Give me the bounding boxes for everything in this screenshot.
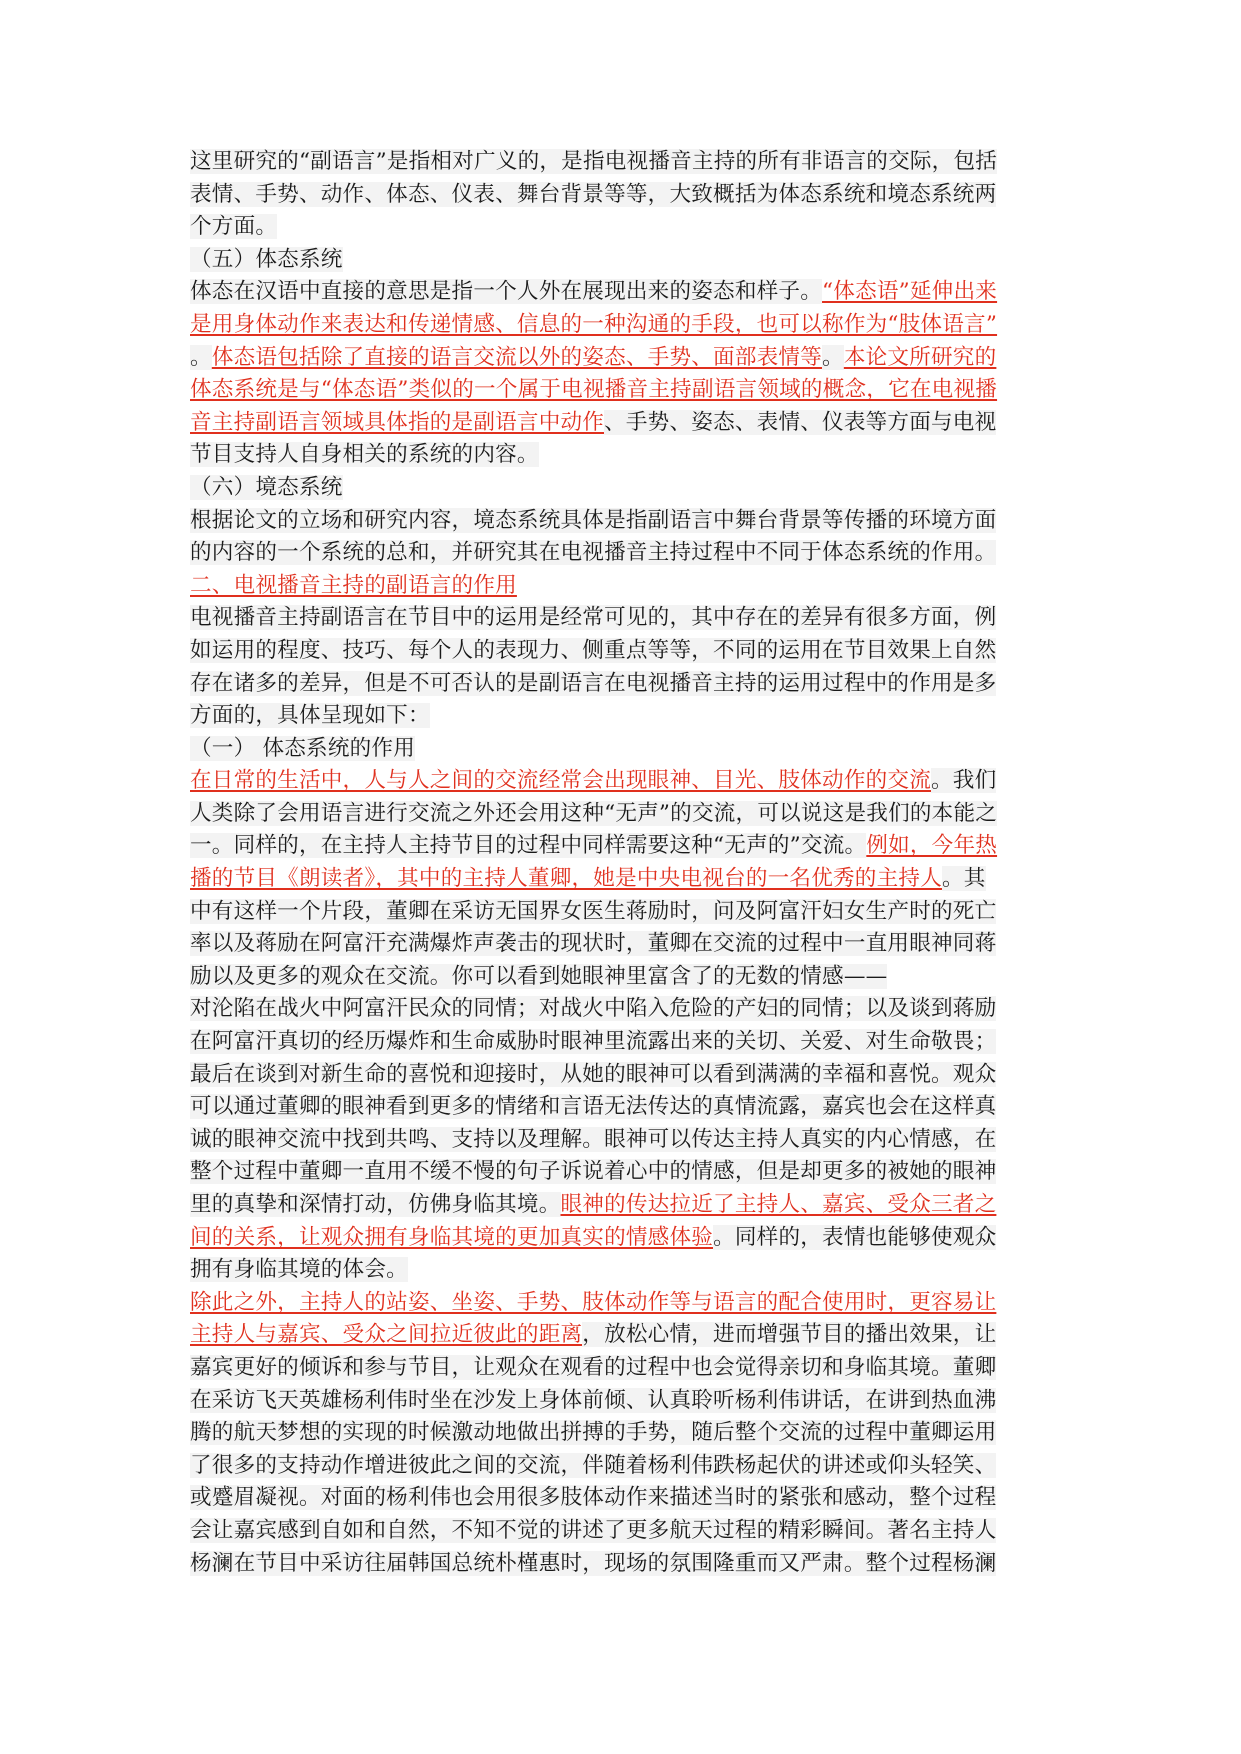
highlighted-text: 眼神的传达拉近了主持人、嘉宾、受众三者之 [560,1192,997,1217]
body-text: 。其 [941,866,986,892]
text-line [190,1287,1052,1320]
text-line [190,928,1052,961]
body-text: 可以通过董卿的眼神看到更多的情绪和言语无法传达的真情流露，嘉宾也会在这样真 [190,1094,997,1120]
body-text: 个方面。 [190,214,278,240]
text-line [190,1450,1052,1483]
body-text: 里的真挚和深情打动，仿佛身临其境。 [190,1192,561,1217]
body-text: 中有这样一个片段，董卿在采访无国界女医生蒋励时，问及阿富汗妇女生产时的死亡 [190,898,997,924]
text-line [190,374,1052,407]
document-body [190,146,1052,1580]
highlighted-text: 主持人与嘉宾、受众之间拉近彼此的距离 [190,1322,583,1348]
text-line [190,570,1052,603]
text-line [190,1189,1052,1222]
text-line [190,146,1052,179]
body-text: 对沦陷在战火中阿富汗民众的同情；对战火中陷入危险的产妇的同情；以及谈到蒋励 [190,996,997,1022]
highlighted-text: 是用身体动作来表达和传递情感、信息的一种沟通的手段，也可以称作为“肢体语言” [190,311,998,337]
body-text: 。 [822,344,844,370]
body-text: 腾的航天梦想的实现的时候激动地做出拼搏的手势，随后整个交流的过程中董卿运用 [190,1420,997,1446]
body-text: 存在诸多的差异，但是不可否认的是副语言在电视播音主持的运用过程中的作用是多 [190,670,997,696]
body-text: 。同样的，表情也能够使观众 [713,1224,997,1250]
text-line [190,1059,1052,1092]
body-text: 根据论文的立场和研究内容，境态系统具体是指副语言中舞台背景等传播的环境方面 [190,507,997,533]
text-line [190,309,1052,342]
text-line [190,830,1052,863]
body-text: ，放松心情，进而增强节目的播出效果，让 [582,1322,997,1348]
text-line [190,635,1052,668]
text-line [190,1156,1052,1189]
body-text: 这里研究的“副语言”是指相对广义的，是指电视播音主持的所有非语言的交际，包括 [190,149,998,174]
highlighted-text: 间的关系，让观众拥有身临其境的更加真实的情感体验 [190,1224,714,1250]
text-line [190,439,1052,472]
text-line [190,1482,1052,1515]
highlighted-text: 二、电视播音主持的副语言的作用 [190,572,517,598]
text-line [190,1417,1052,1450]
body-text: 的内容的一个系统的总和，并研究其在电视播音主持过程中不同于体态系统的作用。 [190,540,997,566]
text-line [190,668,1052,701]
text-line [190,342,1052,375]
text-line [190,993,1052,1026]
body-text: 率以及蒋励在阿富汗充满爆炸声袭击的现状时，董卿在交流的过程中一直用眼神同蒋 [190,931,997,957]
text-line [190,896,1052,929]
body-text: 拥有身临其境的体会。 [190,1257,408,1283]
text-line [190,276,1052,309]
text-line [190,244,1052,277]
body-text: 励以及更多的观众在交流。你可以看到她眼神里富含了的无数的情感—— [190,963,888,989]
body-text: 节目支持人自身相关的系统的内容。 [190,442,539,468]
body-text: （六）境态系统 [190,474,343,500]
text-line [190,700,1052,733]
text-line [190,1222,1052,1255]
text-line [190,211,1052,244]
body-text: 如运用的程度、技巧、每个人的表现力、侧重点等等，不同的运用在节目效果上自然 [190,637,997,663]
body-text: 会让嘉宾感到自如和自然，不知不觉的讲述了更多航天过程的精彩瞬间。著名主持人 [190,1517,997,1543]
highlighted-text: 在日常的生活中，人与人之间的交流经常会出现眼神、目光、肢体动作的交流 [190,768,931,794]
text-line [190,1515,1052,1548]
text-line [190,1254,1052,1287]
body-text: 诚的眼神交流中找到共鸣、支持以及理解。眼神可以传达主持人真实的内心情感，在 [190,1126,997,1152]
body-text: 电视播音主持副语言在节目中的运用是经常可见的，其中存在的差异有很多方面，例 [190,605,997,631]
body-text: 在阿富汗真切的经历爆炸和生命威胁时眼神里流露出来的关切、关爱、对生命敬畏； [190,1029,997,1055]
body-text: 体态在汉语中直接的意思是指一个人外在展现出来的姿态和样子。 [190,279,823,305]
body-text: （一） 体态系统的作用 [190,735,416,761]
body-text: 杨澜在节目中采访往届韩国总统朴槿惠时，现场的氛围隆重而又严肃。整个过程杨澜 [190,1550,997,1576]
text-line [190,798,1052,831]
body-text: （五）体态系统 [190,246,343,272]
text-line [190,1385,1052,1418]
body-text: 表情、手势、动作、体态、仪表、舞台背景等等，大致概括为体态系统和境态系统两 [190,181,997,207]
highlighted-text: 音主持副语言领域具体指的是副语言中动作 [190,409,605,435]
body-text: 。 [190,344,212,370]
text-line [190,1091,1052,1124]
body-text: 、手势、姿态、表情、仪表等方面与电视 [604,409,997,435]
text-line [190,1548,1052,1581]
highlighted-text: 体态系统是与“体态语”类似的一个属于电视播音主持副语言领域的概念，它在电视播 [190,377,998,403]
text-line [190,537,1052,570]
text-line [190,1026,1052,1059]
text-line [190,602,1052,635]
text-line [190,1124,1052,1157]
body-text: 。我们 [931,768,997,794]
body-text: 嘉宾更好的倾诉和参与节目，让观众在观看的过程中也会觉得亲切和身临其境。董卿 [190,1354,997,1380]
text-line [190,765,1052,798]
text-line [190,505,1052,538]
text-line [190,472,1052,505]
highlighted-text: 播的节目《朗读者》，其中的主持人董卿，她是中央电视台的一名优秀的主持人 [190,866,942,892]
body-text: 一。同样的，在主持人主持节目的过程中同样需要这种“无声的”交流。 [190,833,867,859]
text-line [190,863,1052,896]
text-line [190,1352,1052,1385]
highlighted-text: 本论文所研究的 [843,344,997,370]
text-line [190,179,1052,212]
highlighted-text: 除此之外，主持人的站姿、坐姿、手势、肢体动作等与语言的配合使用时，更容易让 [190,1289,997,1315]
body-text: 人类除了会用语言进行交流之外还会用这种“无声”的交流，可以说这是我们的本能之 [190,800,998,826]
text-line [190,961,1052,994]
highlighted-text: 例如，今年热 [866,833,998,859]
body-text: 或蹙眉凝视。对面的杨利伟也会用很多肢体动作来描述当时的紧张和感动，整个过程 [190,1485,997,1511]
body-text: 在采访飞天英雄杨利伟时坐在沙发上身体前倾、认真聆听杨利伟讲话，在讲到热血沸 [190,1387,997,1413]
body-text: 方面的，具体呈现如下： [190,703,430,729]
text-line [190,1319,1052,1352]
body-text: 整个过程中董卿一直用不缓不慢的句子诉说着心中的情感，但是却更多的被她的眼神 [190,1159,997,1185]
highlighted-text: “体态语”延伸出来 [822,279,998,305]
body-text: 最后在谈到对新生命的喜悦和迎接时，从她的眼神可以看到满满的幸福和喜悦。观众 [190,1061,997,1087]
body-text: 了很多的支持动作增进彼此之间的交流，伴随着杨利伟跌杨起伏的讲述或仰头轻笑、 [190,1452,997,1478]
text-line [190,407,1052,440]
text-line [190,733,1052,766]
highlighted-text: 体态语包括除了直接的语言交流以外的姿态、手势、面部表情等 [211,344,823,370]
